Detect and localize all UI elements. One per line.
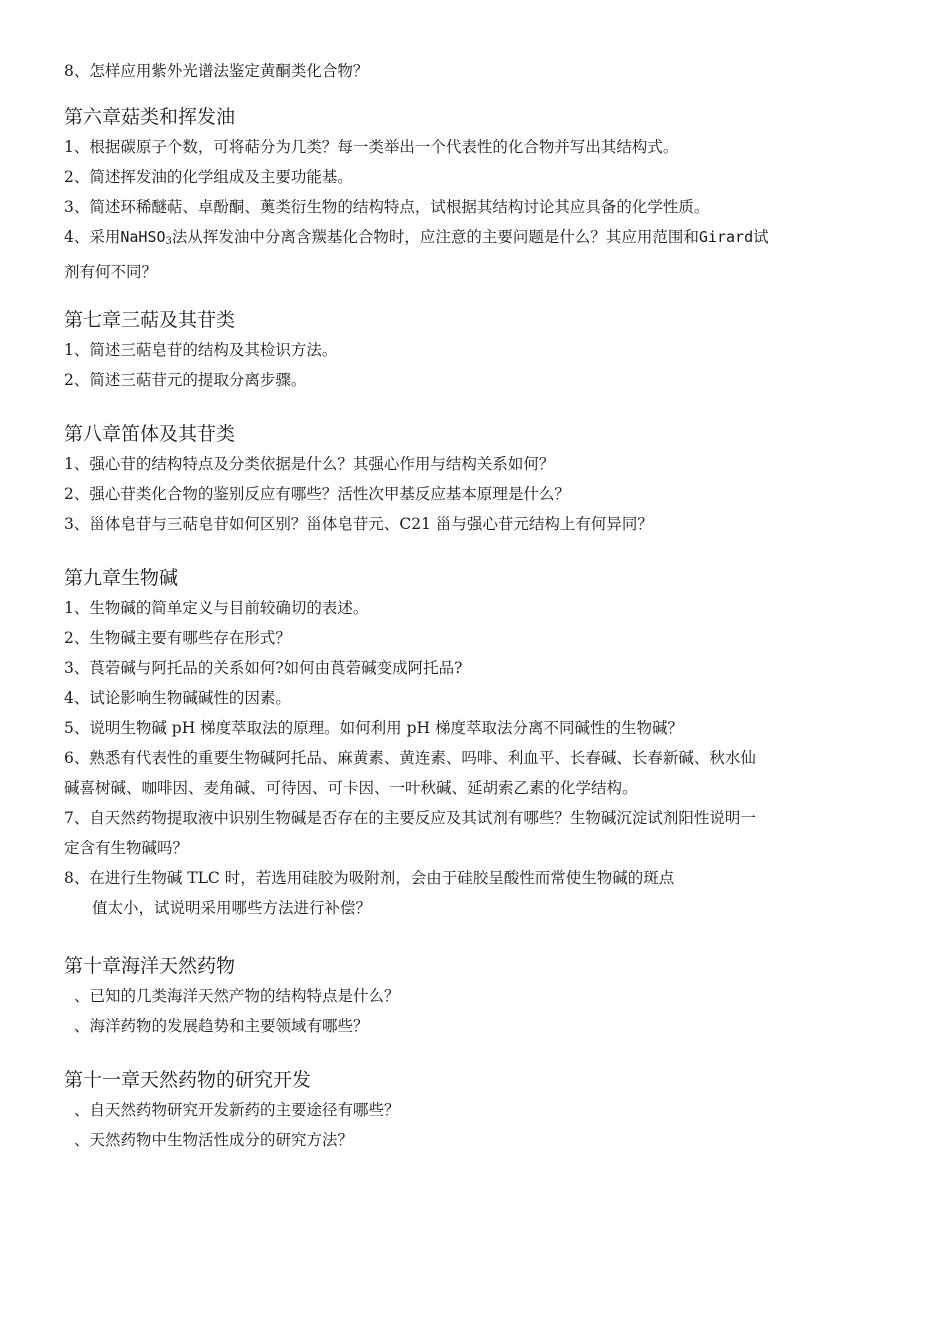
ch6-q4-subscript: 3 <box>165 236 172 247</box>
ch8-question-1: 1、强心苷的结构特点及分类依据是什么？其强心作用与结构关系如何？ <box>64 455 555 473</box>
ch8-question-3: 3、甾体皂苷与三萜皂苷如何区别？甾体皂苷元、C21 甾与强心苷元结构上有何异同？ <box>64 515 653 533</box>
ch6-question-4 <box>64 222 884 257</box>
document-page <box>64 56 884 1155</box>
ch9-question-2: 2、生物碱主要有哪些存在形式？ <box>64 629 291 647</box>
ch9-question-7: 7、自天然药物提取液中识别生物碱是否存在的主要反应及其试剂有哪些？生物碱沉淀试剂阳性说明一 <box>64 809 756 827</box>
chapter-10-title: 第十章海洋天然药物 <box>64 955 236 977</box>
ch10-question-2: 、海洋药物的发展趋势和主要领域有哪些？ <box>74 1017 369 1035</box>
chapter-8-title: 第八章笛体及其苷类 <box>64 423 236 445</box>
ch9-question-8-cont: 值太小，试说明采用哪些方法进行补偿？ <box>92 899 372 917</box>
chapter-9-title: 第九章生物碱 <box>64 567 179 589</box>
ch9-question-4: 4、试论影响生物碱碱性的因素。 <box>64 689 291 707</box>
chapter-6-title: 第六章菇类和挥发油 <box>64 106 236 128</box>
ch6-q4-part-c: 法从挥发油中分离含羰基化合物时，应注意的主要问题是什么？其应用范围和 <box>171 228 699 246</box>
ch9-question-5: 5、说明生物碱 pH 梯度萃取法的原理。如何利用 pH 梯度萃取法分离不同碱性的生物碱？ <box>64 719 683 737</box>
ch7-question-2: 2、简述三萜苷元的提取分离步骤。 <box>64 371 307 389</box>
ch6-question-1: 1、根据碳原子个数，可将萜分为几类？每一类举出一个代表性的化合物并写出其结构式。 <box>64 138 679 156</box>
ch8-question-2: 2、强心苷类化合物的鉴别反应有哪些？活性次甲基反应基本原理是什么？ <box>64 485 570 503</box>
ch9-question-8: 8、在进行生物碱 TLC 时，若选用硅胶为吸附剂，会由于硅胶呈酸性而常使生物碱的斑点 <box>64 869 675 887</box>
ch10-question-1: 、已知的几类海洋天然产物的结构特点是什么？ <box>74 987 400 1005</box>
ch6-question-4-cont: 剂有何不同？ <box>64 263 158 281</box>
ch7-question-1: 1、简述三萜皂苷的结构及其检识方法。 <box>64 341 338 359</box>
ch9-question-3: 3、莨菪碱与阿托品的关系如何?如何由莨菪碱变成阿托品? <box>64 659 463 677</box>
chapter-11-title: 第十一章天然药物的研究开发 <box>64 1069 312 1091</box>
ch9-question-7-cont: 定含有生物碱吗？ <box>64 839 189 857</box>
ch6-q4-part-a: 4、采用 <box>64 228 121 246</box>
ch9-question-6-cont: 碱喜树碱、咖啡因、麦角碱、可待因、可卡因、一叶秋碱、延胡索乙素的化学结构。 <box>64 779 638 797</box>
ch6-question-2: 2、简述挥发油的化学组成及主要功能基。 <box>64 168 353 186</box>
ch6-q4-reagent: Girard <box>698 228 754 246</box>
ch9-question-1: 1、生物碱的简单定义与目前较确切的表述。 <box>64 599 369 617</box>
ch11-question-1: 、自天然药物研究开发新药的主要途径有哪些？ <box>74 1101 400 1119</box>
ch6-q4-part-e: 试 <box>753 228 769 246</box>
ch6-question-3: 3、简述环稀醚萜、卓酚酮、薁类衍生物的结构特点，试根据其结构讨论其应具备的化学性质。 <box>64 198 710 216</box>
chapter-7-title: 第七章三萜及其苷类 <box>64 309 236 331</box>
ch9-question-6: 6、熟悉有代表性的重要生物碱阿托品、麻黄素、黄连素、吗啡、利血平、长春碱、长春新碱、秋水仙 <box>64 749 756 767</box>
question-flavonoid-uv: 8、怎样应用紫外光谱法鉴定黄酮类化合物？ <box>64 62 369 80</box>
ch6-q4-formula: NaHSO <box>120 228 166 246</box>
ch11-question-2: 、天然药物中生物活性成分的研究方法？ <box>74 1131 354 1149</box>
